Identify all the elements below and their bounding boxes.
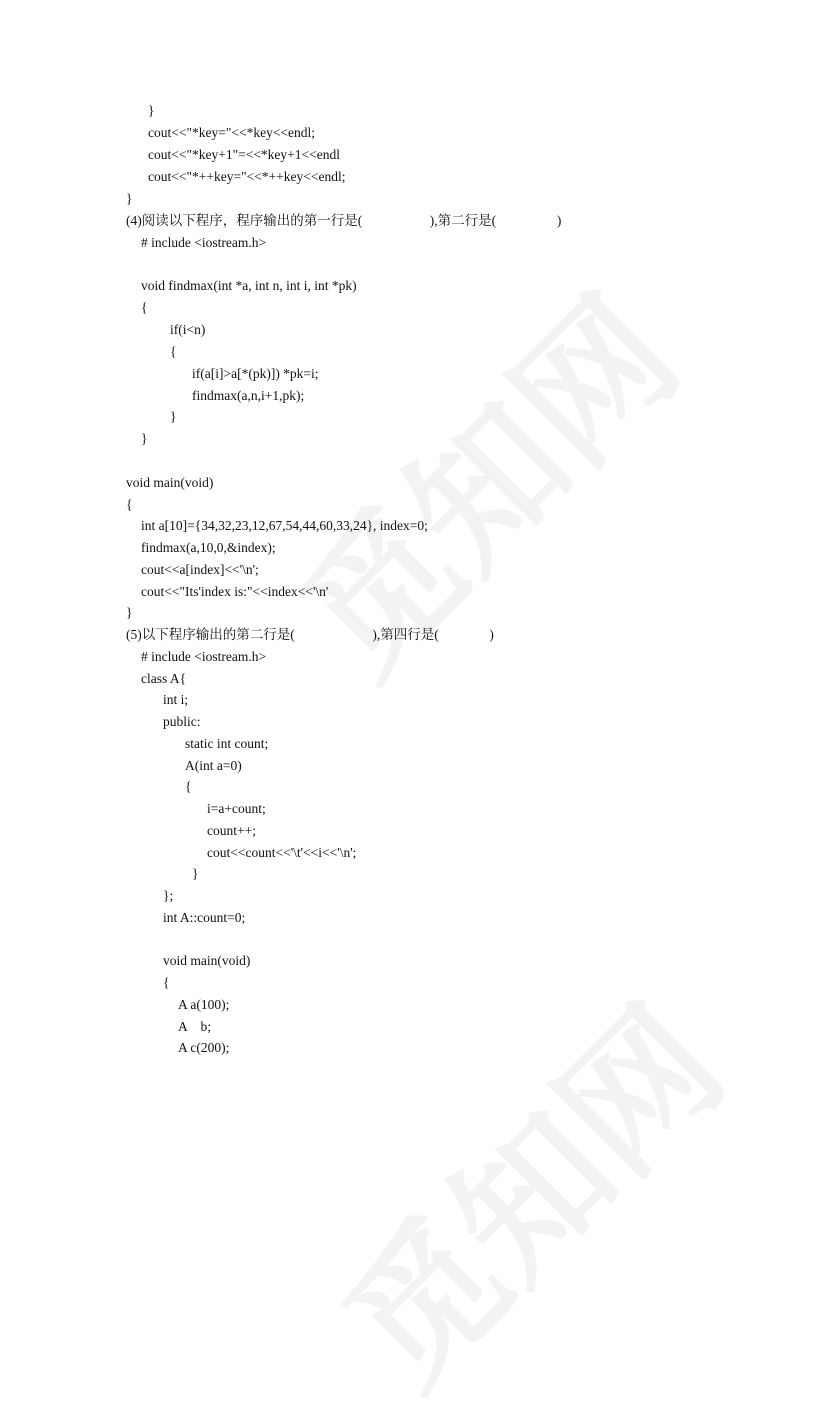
code-line: { [141, 300, 148, 315]
code-line: void main(void) [126, 475, 214, 490]
code-line: int a[10]={34,32,23,12,67,54,44,60,33,24}, index=0; [141, 518, 428, 533]
code-line: A(int a=0) [185, 758, 242, 773]
code-line: int i; [163, 692, 189, 707]
code-line: count++; [207, 823, 256, 838]
code-line: }; [163, 888, 174, 903]
code-line: static int count; [185, 736, 269, 751]
code-line: } [192, 866, 199, 881]
code-line: if(i<n) [170, 322, 206, 337]
code-line: if(a[i]>a[*(pk)]) *pk=i; [192, 366, 319, 381]
code-line: # include <iostream.h> [141, 649, 267, 664]
code-line: cout<<a[index]<<'\n'; [141, 562, 259, 577]
code-line: { [185, 779, 192, 794]
code-line: void findmax(int *a, int n, int i, int *pk) [141, 278, 357, 293]
code-line: cout<<"Its'index is:"<<index<<'\n' [141, 584, 329, 599]
code-line: findmax(a,10,0,&index); [141, 540, 276, 555]
code-line: int A::count=0; [163, 910, 246, 925]
code-line: } [141, 431, 148, 446]
code-line: A b; [178, 1019, 212, 1034]
code-line: cout<<"*key+1"=<<*key+1<<endl [148, 147, 341, 162]
watermark [290, 953, 761, 1423]
code-line: cout<<count<<'\t'<<i<<'\n'; [207, 845, 357, 860]
code-line: } [126, 191, 133, 206]
code-line: { [170, 344, 177, 359]
code-line: A a(100); [178, 997, 230, 1012]
code-line: # include <iostream.h> [141, 235, 267, 250]
code-line: { [163, 975, 170, 990]
code-line: } [148, 103, 155, 118]
code-line: void main(void) [163, 953, 251, 968]
code-line: class A{ [141, 671, 187, 686]
code-line: } [170, 409, 177, 424]
code-line: { [126, 497, 133, 512]
code-line: cout<<"*key="<<*key<<endl; [148, 125, 316, 140]
code-line: public: [163, 714, 201, 729]
code-line: i=a+count; [207, 801, 266, 816]
code-line: cout<<"*++key="<<*++key<<endl; [148, 169, 346, 184]
code-line: } [126, 605, 133, 620]
code-line: A c(200); [178, 1040, 230, 1055]
question-4: (4)阅读以下程序，程序输出的第一行是( ),第二行是( ) [126, 213, 562, 228]
question-5: (5)以下程序输出的第二行是( ),第四行是( ) [126, 627, 494, 642]
code-line: findmax(a,n,i+1,pk); [192, 388, 305, 403]
